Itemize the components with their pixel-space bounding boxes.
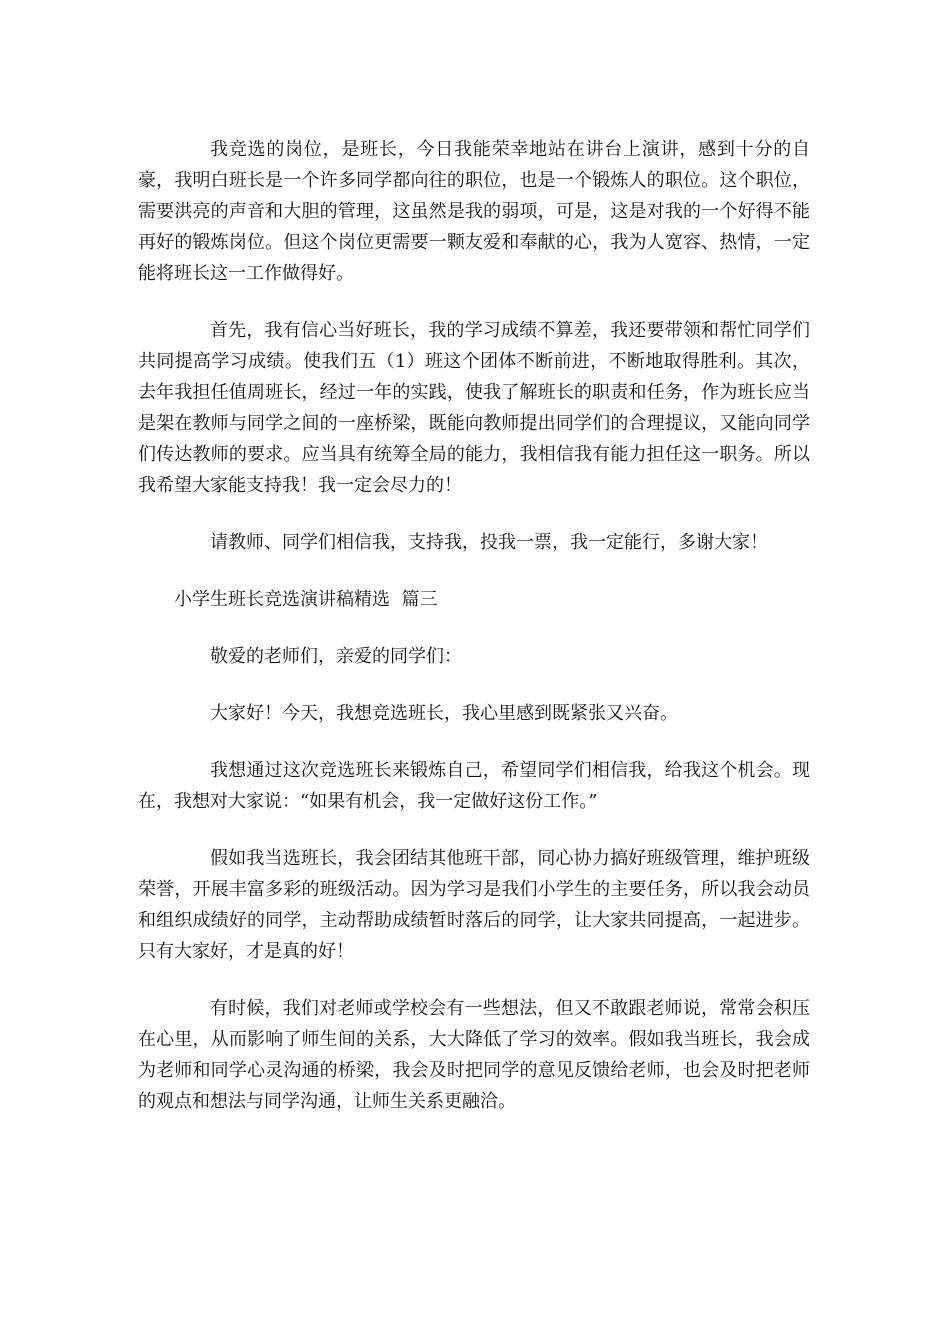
document-page bbox=[138, 134, 810, 1143]
greeting: 大家好！今天，我想竞选班长，我心里感到既紧张又兴奋。 bbox=[210, 703, 678, 724]
paragraph-1: 我竞选的岗位，是班长，今日我能荣幸地站在讲台上演讲，感到十分的自豪，我明白班长是一个许多同学都向往的职位，也是一个锻炼人的职位。这个职位，需要洪亮的声音和大胆的管理，这虽然是我的弱项，可是，这是对我的一个好得不能再好的锻炼岗位。但这个岗位更需要一颗友爱和奉献的心，我为人宽容、热情，一定能将班长这一工作做得好。 bbox=[138, 139, 810, 284]
paragraph-3: 请教师、同学们相信我，支持我，投我一票，我一定能行，多谢大家！ bbox=[210, 532, 768, 553]
paragraph-2: 首先，我有信心当好班长，我的学习成绩不算差，我还要带领和帮忙同学们共同提高学习成绩。使我们五（1）班这个团体不断前进，不断地取得胜利。其次，去年我担任值周班长，经过一年的实践，使我了解班长的职责和任务，作为班长应当是架在教师与同学之间的一座桥梁，既能向教师提出同学们的合理提议，又能向同学们传达教师的要求。应当具有统筹全局的能力，我相信我有能力担任这一职务。所以我希望大家能支持我！我一定会尽力的！ bbox=[138, 320, 810, 496]
salutation: 敬爱的老师们，亲爱的同学们： bbox=[210, 646, 462, 667]
paragraph-8: 假如我当选班长，我会团结其他班干部，同心协力搞好班级管理，维护班级荣誉，开展丰富多彩的班级活动。因为学习是我们小学生的主要任务，所以我会动员和组织成绩好的同学，主动帮助成绩暂时落后的同学，让大家共同提高，一起进步。只有大家好，才是真的好！ bbox=[138, 848, 810, 962]
paragraph-9: 有时候，我们对老师或学校会有一些想法，但又不敢跟老师说，常常会积压在心里，从而影响了师生间的关系，大大降低了学习的效率。假如我当班长，我会成为老师和同学心灵沟通的桥梁，我会及时把同学的意见反馈给老师，也会及时把老师的观点和想法与同学沟通，让师生关系更融洽。 bbox=[138, 998, 810, 1112]
paragraph-7: 我想通过这次竞选班长来锻炼自己，希望同学们相信我，给我这个机会。现在，我想对大家说：“如果有机会，我一定做好这份工作。” bbox=[138, 760, 810, 812]
section-heading: 小学生班长竞选演讲稿精选 篇三 bbox=[174, 589, 438, 610]
